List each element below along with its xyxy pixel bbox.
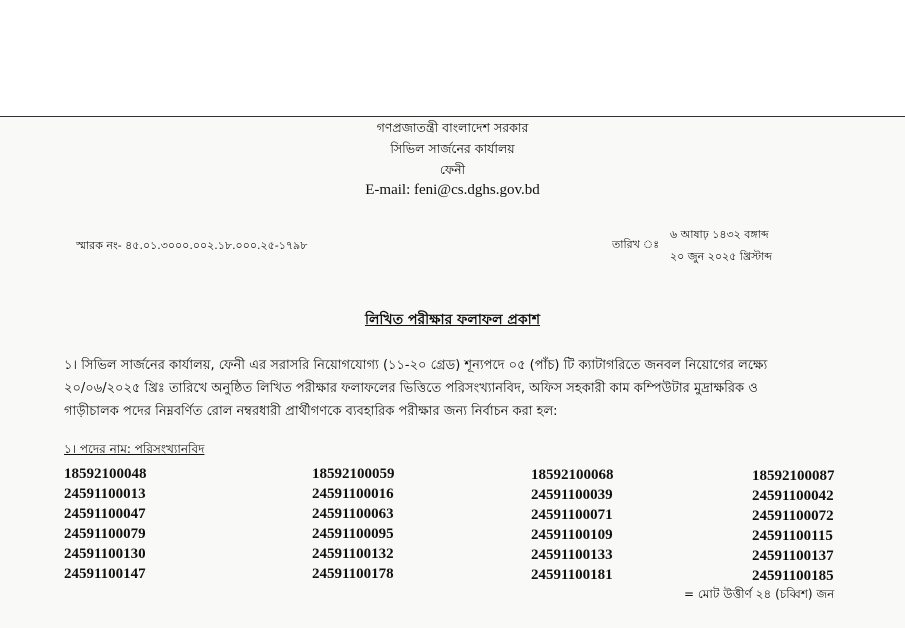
roll-number: 24591100079 xyxy=(64,526,146,542)
office-name: সিভিল সার্জনের কার্যালয় xyxy=(390,141,515,156)
roll-number: 24591100042 xyxy=(752,488,834,504)
roll-number: 18592100068 xyxy=(531,467,614,483)
paragraph-line-1: ১। সিভিল সার্জনের কার্যালয়, ফেনী এর সরাসরি নিয়োগযোগ্য (১১-২০ গ্রেড) শূন্যপদে ০৫ (পাঁচ) টি ক্যাটাগরিতে জনবল নিয়োগের লক্ষ্যে xyxy=(64,358,768,373)
roll-number: 24591100013 xyxy=(64,486,146,502)
roll-column-3 xyxy=(531,465,614,585)
roll-number: 18592100048 xyxy=(64,466,147,482)
roll-number: 24591100071 xyxy=(531,507,613,523)
roll-number: 24591100137 xyxy=(752,548,834,564)
memo-number: স্মারক নং- ৪৫.০১.৩০০০.০০২.১৮.০০০.২৫-১৭৯৮ xyxy=(76,239,308,252)
paragraph-line-3: গাড়ীচালক পদের নিম্নবর্ণিত রোল নম্বরধারী প্রার্থীগণকে ব্যবহারিক পরীক্ষার জন্য নির্বাচন করা হল: xyxy=(64,404,558,419)
total-passed: = মোট উত্তীর্ণ ২৪ (চব্বিশ) জন xyxy=(684,587,835,601)
roll-number: 24591100109 xyxy=(531,527,613,543)
roll-number: 24591100095 xyxy=(312,526,394,542)
paragraph-line-2: ২০/০৬/২০২৫ খ্রিঃ তারিখে অনুষ্ঠিত লিখিত পরীক্ষার ফলাফলের ভিত্তিতে পরিসংখ্যানবিদ, অফিস সহকারী কাম কম্পিউটার মুদ্রাক্ষরিক ও xyxy=(64,381,758,396)
roll-number: 24591100178 xyxy=(312,566,394,582)
district-name: ফেনী xyxy=(439,162,466,177)
roll-number: 18592100059 xyxy=(312,466,395,482)
office-email: E-mail: feni@cs.dghs.gov.bd xyxy=(365,182,540,198)
roll-number: 24591100072 xyxy=(752,508,834,524)
roll-number: 24591100115 xyxy=(752,528,833,544)
roll-number: 24591100132 xyxy=(312,546,394,562)
roll-number: 24591100147 xyxy=(64,566,146,582)
blank-top-area xyxy=(0,0,905,117)
roll-number: 24591100181 xyxy=(531,567,613,583)
date-gregorian: ২০ জুন ২০২৫ খ্রিস্টাব্দ xyxy=(670,250,773,263)
roll-column-1 xyxy=(64,464,147,584)
roll-number: 24591100185 xyxy=(752,568,834,584)
roll-column-2 xyxy=(312,464,395,584)
roll-number: 24591100130 xyxy=(64,546,146,562)
post-name-heading: ১। পদের নাম: পরিসংখ্যানবিদ xyxy=(64,442,205,456)
roll-number: 24591100133 xyxy=(531,547,613,563)
date-bangla: ৬ আষাঢ় ১৪৩২ বঙ্গাব্দ xyxy=(670,228,769,241)
date-label: তারিখ ঃ xyxy=(612,238,660,251)
roll-number: 24591100016 xyxy=(312,486,394,502)
roll-number: 24591100063 xyxy=(312,506,394,522)
roll-number: 18592100087 xyxy=(752,468,835,484)
roll-column-4 xyxy=(752,466,835,586)
govt-name: গণপ্রজাতন্ত্রী বাংলাদেশ সরকার xyxy=(376,120,529,135)
notice-title: লিখিত পরীক্ষার ফলাফল প্রকাশ xyxy=(364,312,541,328)
roll-number: 24591100047 xyxy=(64,506,146,522)
roll-number: 24591100039 xyxy=(531,487,613,503)
